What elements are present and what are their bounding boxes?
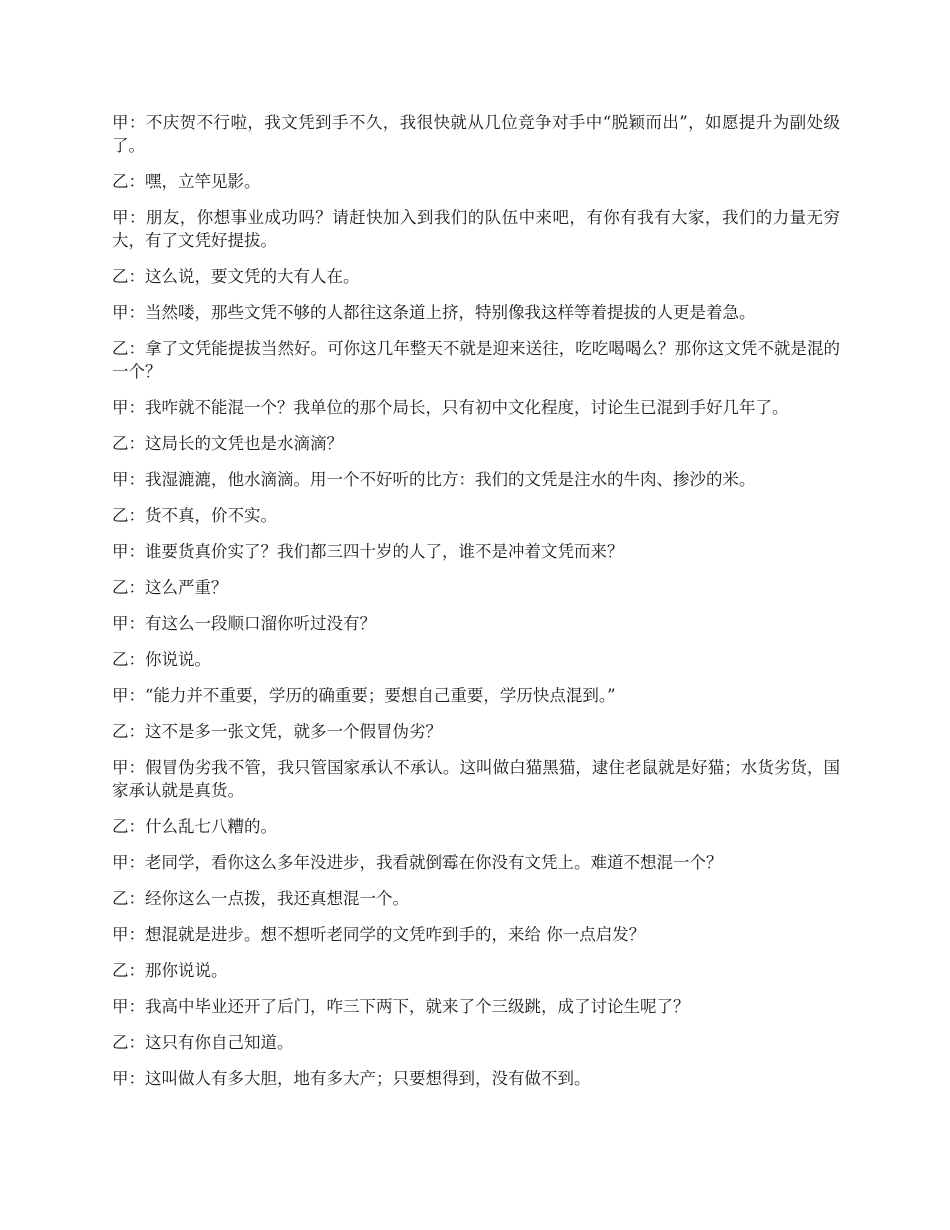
dialogue-line: 甲：想混就是进步。想不想听老同学的文凭咋到手的，来给 你一点启发？	[112, 925, 646, 944]
dialogue-body	[112, 111, 840, 1103]
dialogue-line: 乙：这么说，要文凭的大有人在。	[112, 267, 360, 286]
dialogue-line: 甲：“能力并不重要，学历的确重要；要想自己重要，学历快点混到。”	[112, 686, 616, 705]
dialogue-line: 甲：我高中毕业还开了后门，咋三下两下，就来了个三级跳，成了讨论生呢了？	[112, 997, 690, 1016]
dialogue-line: 甲：假冒伪劣我不管，我只管国家承认不承认。这叫做白猫黑猫，逮住老鼠就是好猫；水货劣货，国家承认就是真货。	[112, 758, 840, 800]
dialogue-line: 乙：这局长的文凭也是水滴滴？	[112, 434, 343, 453]
dialogue-line: 甲：朋友，你想事业成功吗？请赶快加入到我们的队伍中来吧，有你有我有大家，我们的力量无穷大，有了文凭好提拔。	[112, 208, 840, 250]
dialogue-line: 乙：这不是多一张文凭，就多一个假冒伪劣？	[112, 722, 442, 741]
dialogue-line: 甲：我湿漉漉，他水滴滴。用一个不好听的比方：我们的文凭是注水的牛肉、掺沙的米。	[112, 470, 756, 489]
dialogue-line: 乙：什么乱七八糟的。	[112, 817, 277, 836]
dialogue-line: 乙：经你这么一点拨，我还真想混一个。	[112, 889, 409, 908]
dialogue-line: 甲：谁要货真价实了？我们都三四十岁的人了，谁不是冲着文凭而来？	[112, 542, 624, 561]
dialogue-line: 乙：你说说。	[112, 650, 211, 669]
dialogue-line: 甲：老同学，看你这么多年没进步，我看就倒霉在你没有文凭上。难道不想混一个？	[112, 853, 723, 872]
dialogue-line: 乙：这只有你自己知道。	[112, 1033, 294, 1052]
dialogue-line: 乙：拿了文凭能提拔当然好。可你这几年整天不就是迎来送往，吃吃喝喝么？那你这文凭不就是混的一个？	[112, 339, 840, 381]
dialogue-line: 甲：不庆贺不行啦，我文凭到手不久，我很快就从几位竞争对手中“脱颖而出”，如愿提升为副处级了。	[112, 113, 840, 155]
dialogue-line: 甲：有这么一段顺口溜你听过没有？	[112, 614, 376, 633]
dialogue-line: 乙：货不真，价不实。	[112, 506, 277, 525]
dialogue-line: 乙：嘿，立竿见影。	[112, 172, 261, 191]
dialogue-line: 甲：当然喽，那些文凭不够的人都往这条道上挤，特别像我这样等着提拔的人更是着急。	[112, 303, 756, 322]
dialogue-line: 甲：我咋就不能混一个？我单位的那个局长，只有初中文化程度，讨论生已混到手好几年了。	[112, 398, 789, 417]
dialogue-line: 乙：那你说说。	[112, 961, 228, 980]
dialogue-line: 甲：这叫做人有多大胆，地有多大产；只要想得到，没有做不到。	[112, 1069, 591, 1088]
dialogue-line: 乙：这么严重？	[112, 578, 228, 597]
